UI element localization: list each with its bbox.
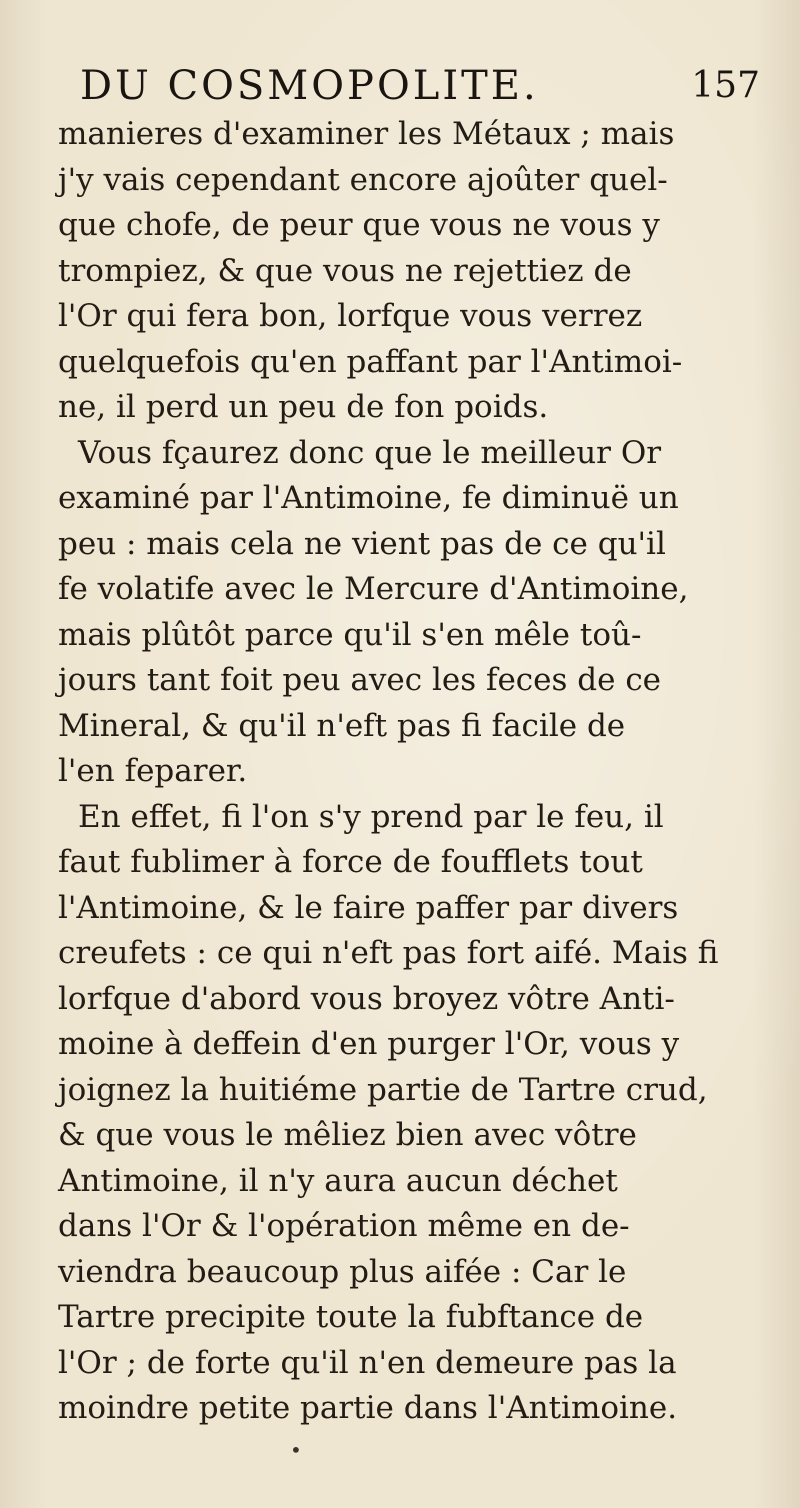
text-line: jours tant foit peu avec les feces de ce [58,662,662,698]
text-line: faut fublimer à force de foufflets tout [58,844,643,880]
page-number: 157 [691,65,760,106]
text-line: fe volatife avec le Mercure d'Antimoine, [58,571,689,607]
text-line: que chofe, de peur que vous ne vous y [58,207,660,243]
text-line: manieres d'examiner les Métaux ; mais [58,116,675,152]
text-line: l'en feparer. [58,753,248,789]
text-line: examiné par l'Antimoine, fe diminuë un [58,480,679,516]
text-line: creufets : ce qui n'eft pas fort aifé. Mais fi [58,935,719,971]
text-line: moine à deffein d'en purger l'Or, vous y [58,1026,680,1062]
running-head: DU COSMOPOLITE. [80,63,539,109]
text-line: dans l'Or & l'opération même en de- [58,1208,630,1244]
text-line: quelquefois qu'en paffant par l'Antimoi- [58,343,683,380]
text-line: trompiez, & que vous ne rejettiez de [58,252,632,289]
body-text [58,112,758,1432]
text-line: moindre petite partie dans l'Antimoine. [58,1390,678,1426]
text-line: l'Or qui fera bon, lorfque vous verrez [58,298,643,334]
text-line: l'Antimoine, & le faire paffer par divers [58,889,679,926]
text-line: peu : mais cela ne vient pas de ce qu'il [58,525,666,562]
text-line: ne, il perd un peu de fon poids. [58,389,549,425]
text-line: & que vous le mêliez bien avec vôtre [58,1117,637,1153]
text-line: viendra beaucoup plus aifée : Car le [58,1253,627,1290]
footer-mark: • [290,1438,302,1462]
text-line: En effet, fi l'on s'y prend par le feu, il [78,798,664,835]
text-line: mais plûtôt parce qu'il s'en mêle toû- [58,616,642,653]
text-line: joignez la huitiéme partie de Tartre crud, [58,1071,708,1108]
text-line: l'Or ; de forte qu'il n'en demeure pas la [58,1344,677,1381]
text-line: Mineral, & qu'il n'eft pas fi facile de [58,707,626,744]
text-line: Tartre precipite toute la fubftance de [58,1299,644,1335]
text-line: Vous fçaurez donc que le meilleur Or [78,434,662,471]
page-header [80,62,760,110]
text-line: j'y vais cependant encore ajoûter quel- [58,161,668,198]
text-line: lorfque d'abord vous broyez vôtre Anti- [58,980,675,1017]
text-line: Antimoine, il n'y aura aucun déchet [58,1162,618,1199]
